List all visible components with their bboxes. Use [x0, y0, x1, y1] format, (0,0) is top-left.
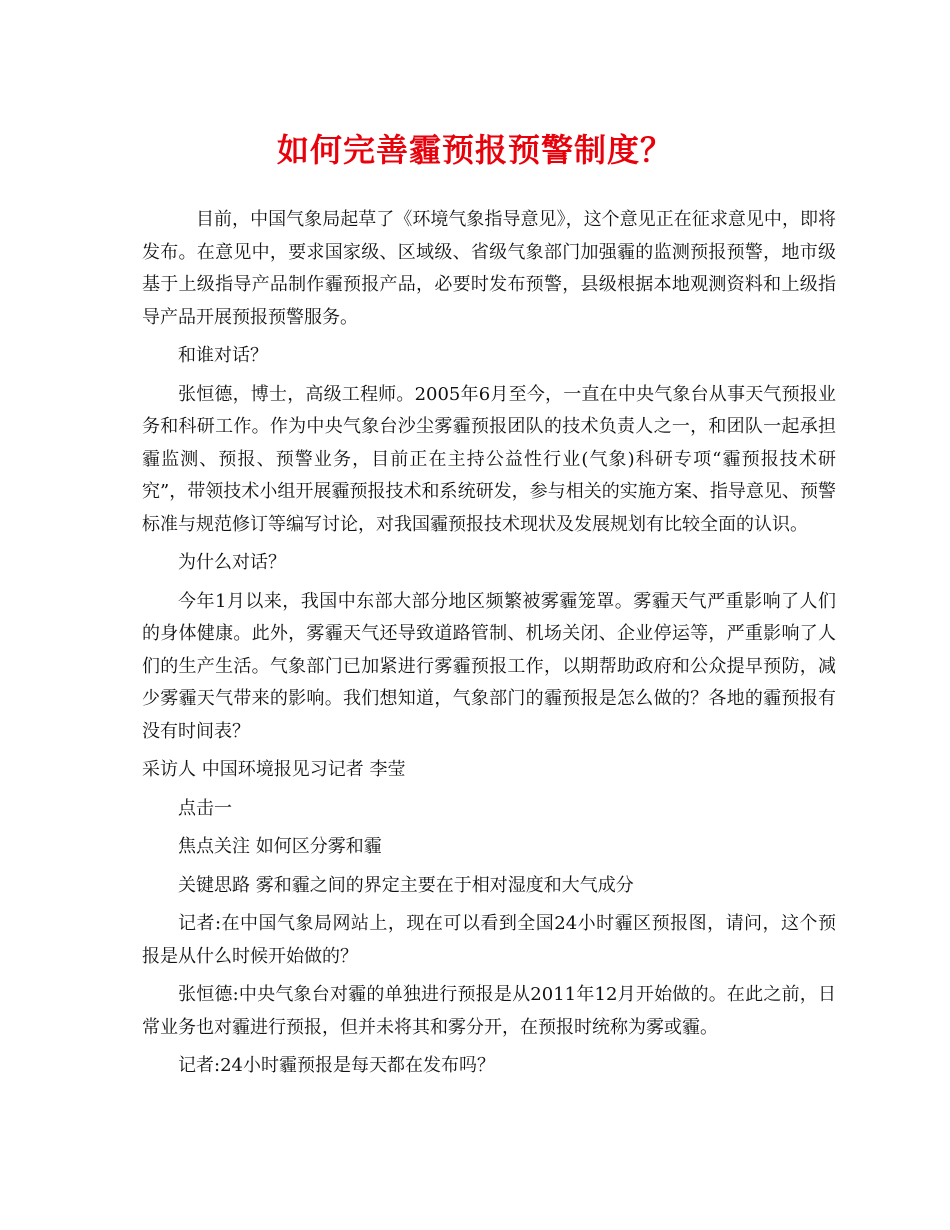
qa-question-2: 记者:24小时霾预报是每天都在发布吗？: [178, 1055, 495, 1076]
qa-question-1: 记者:在中国气象局网站上，现在可以看到全国24小时霾区预报图，请问，这个预报是从什么时候开始做的？: [142, 913, 836, 967]
key-idea-line: 关键思路 雾和霾之间的界定主要在于相对湿度和大气成分: [178, 874, 634, 896]
section-heading-who: 和谁对话？: [178, 345, 268, 366]
paragraph-background: 今年1月以来，我国中东部大部分地区频繁被雾霾笼罩。雾霾天气严重影响了人们的身体健康。此外，雾霾天气还导致道路管制、机场关闭、企业停运等，严重影响了人们的生产生活。气象部门已加紧进行雾霾预报工作，以期帮助政府和公众提早预防，减少雾霾天气带来的影响。我们想知道，气象部门的霾预报是怎么做的？各地的霾预报有没有时间表？: [142, 590, 836, 742]
document-title: 如何完善霾预报预警制度？: [276, 131, 673, 169]
qa-answer-1: 张恒德:中央气象台对霾的单独进行预报是从2011年12月开始做的。在此之前，日常业务也对霾进行预报，但并未将其和雾分开，在预报时统称为雾或霾。: [142, 984, 836, 1038]
interviewer-credit: 采访人 中国环境报见习记者 李莹: [142, 759, 406, 780]
section-heading-why: 为什么对话？: [178, 552, 286, 573]
document-body: [142, 204, 836, 1083]
paragraph-intro: 目前，中国气象局起草了《环境气象指导意见》，这个意见正在征求意见中，即将发布。在意见中，要求国家级、区域级、省级气象部门加强霾的监测预报预警，地市级基于上级指导产品制作霾预报产品，必要时发布预警，县级根据本地观测资料和上级指导产品开展预报预警服务。: [142, 209, 836, 328]
section-label-click: 点击一: [178, 797, 232, 819]
focus-line: 焦点关注 如何区分雾和霾: [178, 836, 382, 857]
paragraph-bio: 张恒德，博士，高级工程师。2005年6月至今，一直在中央气象台从事天气预报业务和科研工作。作为中央气象台沙尘雾霾预报团队的技术负责人之一，和团队一起承担霾监测、预报、预警业务，目前正在主持公益性行业(气象)科研专项“霾预报技术研究”，带领技术小组开展霾预报技术和系统研发，参与相关的实施方案、指导意见、预警标准与规范修订等编写讨论，对我国霾预报技术现状及发展规划有比较全面的认识。: [142, 383, 836, 535]
